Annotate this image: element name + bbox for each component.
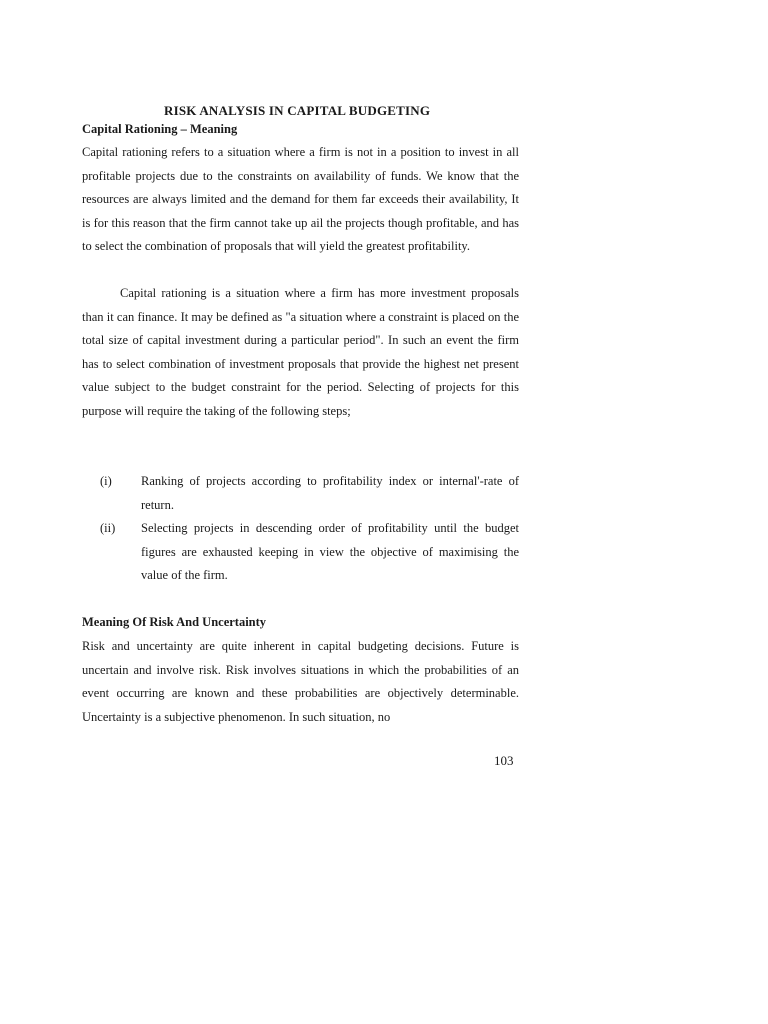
paragraph-text: Capital rationing is a situation where a firm has more investment proposals than it can finance. It may be defined as "a situation where a constraint is placed on the total size of capital investment during a particular period". In such an event the firm has to select combination of investment proposals that provide the highest net present value subject to the budget constraint for the period. Selecting of projects for this purpose will require the taking of the following steps; <box>82 286 519 418</box>
paragraph-text: Capital rationing refers to a situation where a firm is not in a position to invest in all profitable projects due to the constraints on availability of funds. We know that the resources are always limited and the demand for them far exceeds their availability, It is for this reason that the firm cannot take up ail the projects though profitable, and has to select the combination of proposals that will yield the greatest profitability. <box>82 145 519 253</box>
section-heading-risk-uncertainty: Meaning Of Risk And Uncertainty <box>82 615 267 629</box>
list-item-text: Selecting projects in descending order of profitability until the budget figures are exhausted keeping in view the objective of maximising the value of the firm. <box>141 521 519 582</box>
paragraph-capital-rationing-intro <box>82 141 519 259</box>
page-number: 103 <box>494 753 514 768</box>
section-heading-capital-rationing: Capital Rationing – Meaning <box>82 122 238 136</box>
paragraph-risk-uncertainty <box>82 635 519 729</box>
list-item-number: (ii) <box>100 521 116 535</box>
paragraph-capital-rationing-definition <box>82 282 519 423</box>
list-item-text: Ranking of projects according to profitability index or internal'-rate of return. <box>141 474 519 512</box>
list-item-number: (i) <box>100 474 112 488</box>
paragraph-text: Risk and uncertainty are quite inherent in capital budgeting decisions. Future is uncertain and involve risk. Risk involves situations in which the probabilities of an event occurring are known and these probabilities are objectively determinable. Uncertainty is a subjective phenomenon. In such situation, no <box>82 639 519 724</box>
document-title: RISK ANALYSIS IN CAPITAL BUDGETING <box>164 103 431 118</box>
